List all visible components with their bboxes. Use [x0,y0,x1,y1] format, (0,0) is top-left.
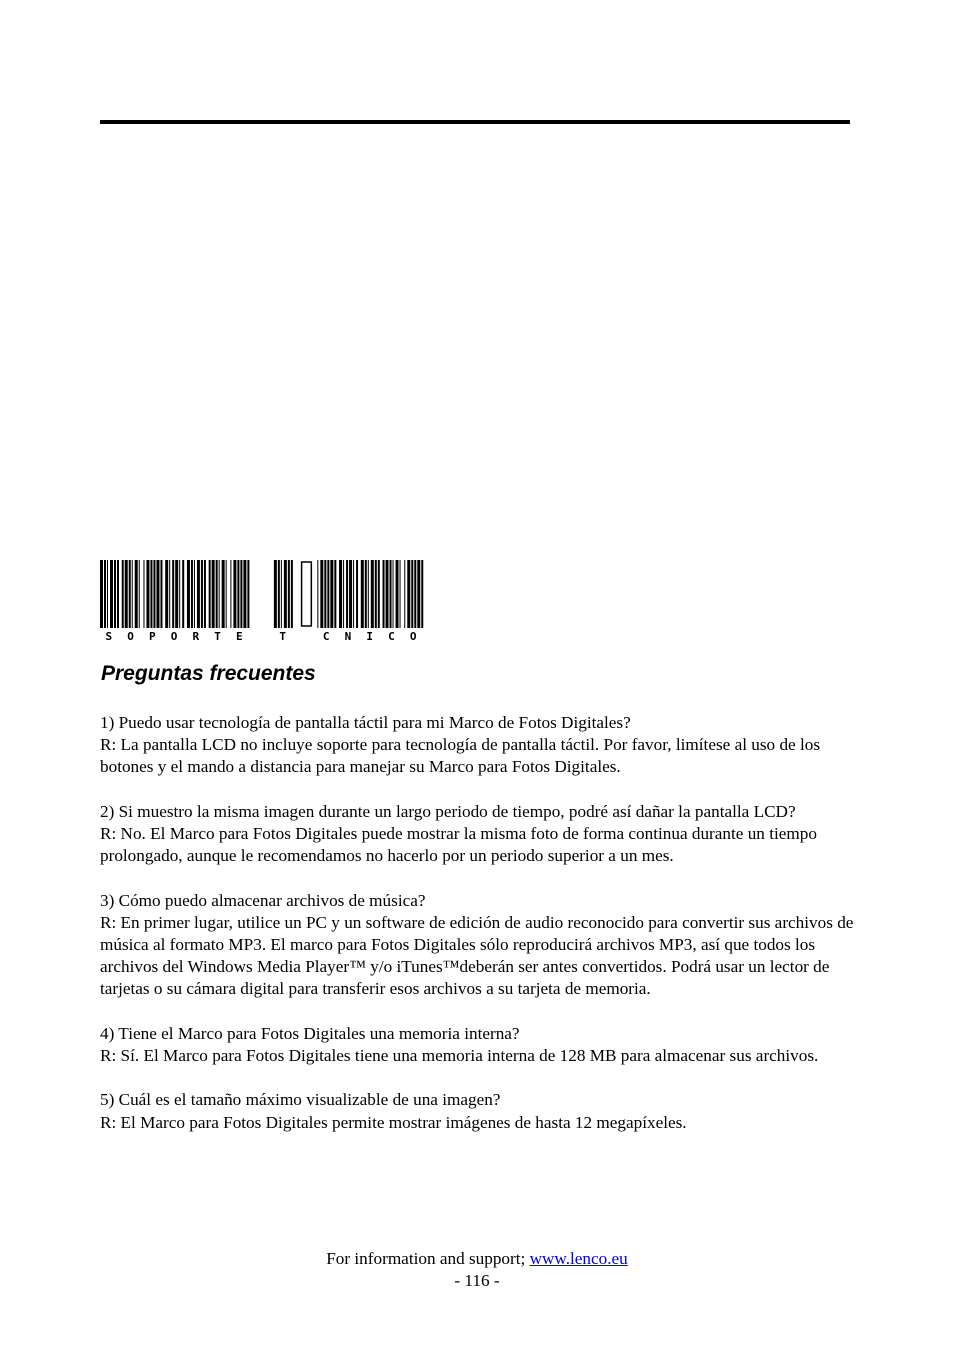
barcode-bar [339,560,342,628]
barcode-bar [240,560,242,628]
barcode-bar [278,560,280,628]
barcode-bar [201,560,203,628]
barcode-bar [327,560,329,628]
section-heading: Preguntas frecuentes [101,662,316,685]
barcode-bar [104,560,106,628]
barcode-bar [368,560,369,628]
barcode-bar [156,560,159,628]
faq-list [100,712,856,1156]
barcode-letter: C [388,630,395,642]
barcode-bar [324,560,326,628]
barcode-bar [237,560,239,628]
support-line [0,1248,954,1270]
faq-answer: R: En primer lugar, utilice un PC y un software de edición de audio reconocido para convertir sus archivos de música al formato MP3. El marco para Fotos Digitales sólo reproducirá archivos MP3, así que todos los archivos del Windows Media Player™ y/o iTunes™deberán ser antes convertidos. Podrá usar un lector de tarjetas o su cámara digital para transferir esos archivos a su tarjeta de memoria. [100,912,854,999]
barcode-bar [143,560,144,628]
faq-item [100,801,856,868]
barcode-bar [212,560,215,628]
support-link[interactable]: www.lenco.eu [529,1249,628,1268]
barcode-letter: R [192,630,200,642]
barcode-bar [365,560,367,628]
barcode-bar [353,560,354,628]
barcode-bar [407,560,410,628]
barcode-bar [386,560,389,628]
barcode-bar [334,560,336,628]
barcode-bar [375,560,377,628]
faq-item [100,1023,856,1067]
barcode-bar [396,560,399,628]
barcode-bar [274,560,277,628]
barcode-bar [122,560,124,628]
barcode-bar [146,560,149,628]
faq-item [100,712,856,779]
barcode-bar [132,560,133,628]
top-divider [100,120,850,124]
barcode-letter: T [279,630,287,642]
barcode-letter: O [409,630,417,642]
barcode-bar [114,560,116,628]
barcode-bar [222,560,225,628]
barcode-bar [421,560,423,628]
barcode-letter: N [344,630,352,642]
barcode-bar [187,560,190,628]
barcode-bar [182,560,184,628]
faq-question: 5) Cuál es el tamaño máximo visualizable de una imagen? [100,1090,501,1110]
barcode-letter: I [366,630,373,642]
barcode-bar [349,560,352,628]
barcode-bar [383,560,385,628]
barcode-bar [175,560,178,628]
faq-question: 1) Puedo usar tecnología de pantalla táctil para mi Marco de Fotos Digitales? [100,713,631,732]
barcode-bar [150,560,152,628]
barcode-bar [320,560,323,628]
support-prefix: For information and support; [326,1249,530,1268]
barcode-bar [226,560,227,628]
barcode-letter: O [170,630,178,642]
barcode-letter: C [322,630,330,642]
barcode-bar [317,560,318,628]
barcode-bar [160,560,162,628]
faq-item [100,1089,856,1133]
page-footer [0,1248,954,1292]
barcode-bar [135,560,138,628]
barcode-letter: T [214,630,221,642]
barcode-bar [230,560,231,628]
barcode-bar [411,560,413,628]
barcode-bar [400,560,401,628]
barcode-letter: O [127,630,134,642]
barcode-bar [139,560,140,628]
faq-answer: R: El Marco para Fotos Digitales permite mostrar imágenes de hasta 12 megapíxeles. [100,1112,687,1132]
barcode-bar [417,560,420,628]
barcode-graphic [100,560,426,642]
barcode-bar [107,560,108,628]
barcode-bar [117,560,119,628]
barcode-bar [343,560,344,628]
barcode-title [100,560,426,642]
barcode-bar [356,560,358,628]
barcode-bar [169,560,170,628]
page-number: - 116 - [454,1271,500,1291]
faq-answer: R: Sí. El Marco para Fotos Digitales tiene una memoria interna de 128 MB para almacenar sus archivos. [100,1046,819,1065]
barcode-bar [179,560,180,628]
barcode-bar [390,560,392,628]
faq-item [100,890,856,1001]
barcode-bar [378,560,380,628]
barcode-bar [125,560,128,628]
barcode-missing-glyph [302,562,312,626]
barcode-bar [330,560,333,628]
barcode-bar [209,560,211,628]
barcode-bar [346,560,348,628]
barcode-letter: P [149,630,156,642]
barcode-bar [284,560,287,628]
barcode-bar [247,560,249,628]
barcode-letter: S [105,630,113,642]
barcode-bar [165,560,168,628]
barcode-bar [288,560,290,628]
faq-answer: R: La pantalla LCD no incluye soporte para tecnología de pantalla táctil. Por favor, limítese al uso de los botones y el mando a distancia para manejar su Marco para Fotos Digitales. [100,735,821,777]
barcode-bar [291,560,293,628]
barcode-bar [233,560,236,628]
barcode-bar [404,560,405,628]
barcode-letter: E [235,630,243,642]
barcode-bar [191,560,193,628]
barcode-bar [414,560,416,628]
barcode-bar [194,560,195,628]
barcode-bar [216,560,218,628]
barcode-bar [393,560,394,628]
faq-question: 4) Tiene el Marco para Fotos Digitales una memoria interna? [100,1023,520,1043]
barcode-bar [243,560,246,628]
faq-question: 3) Cómo puedo almacenar archivos de música? [100,890,426,910]
barcode-bar [110,560,113,628]
barcode-bar [129,560,131,628]
barcode-bar [281,560,282,628]
faq-question: 2) Si muestro la misma imagen durante un largo periodo de tiempo, podré así dañar la pantalla LCD? [100,801,796,821]
barcode-bar [219,560,220,628]
barcode-bar [197,560,200,628]
barcode-bar [371,560,374,628]
barcode-bar [153,560,155,628]
barcode-bar [361,560,364,628]
barcode-bar [204,560,206,628]
faq-answer: R: No. El Marco para Fotos Digitales puede mostrar la misma foto de forma continua durante un tiempo prolongado, aunque le recomendamos no hacerlo por un periodo superior a un mes. [100,824,817,866]
barcode-bar [172,560,174,628]
barcode-bar [100,560,103,628]
